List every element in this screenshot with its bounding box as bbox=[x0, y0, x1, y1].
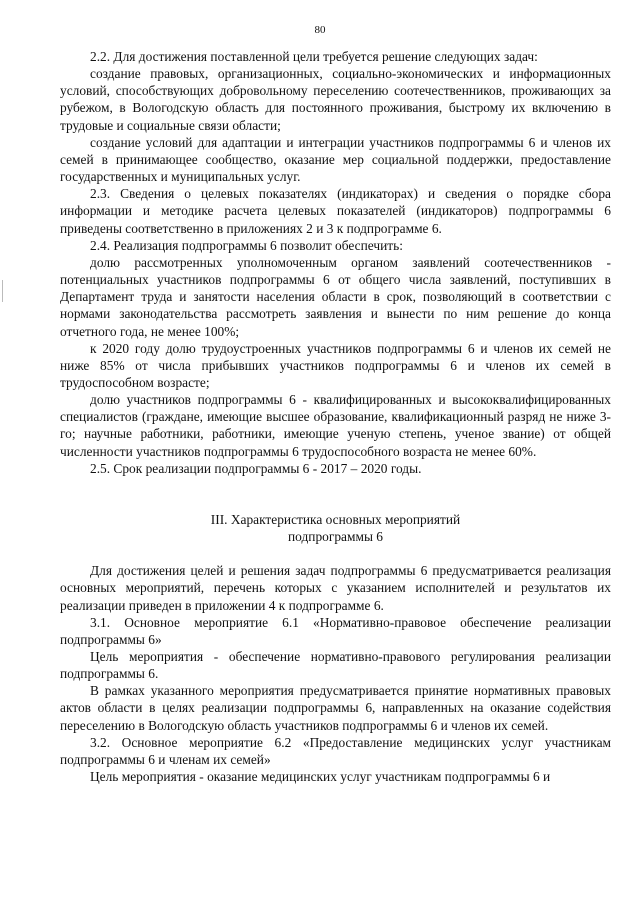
paragraph-3-1: 3.1. Основное мероприятие 6.1 «Нормативно-правовое обеспечение реализации подпрограммы 6» bbox=[60, 614, 611, 647]
paragraph-2-4: 2.4. Реализация подпрограммы 6 позволит обеспечить: bbox=[90, 237, 403, 253]
paragraph-intro-3: Для достижения целей и решения задач подпрограммы 6 предусматривается реализация основных мероприятий, перечень которых с указанием исполнителей и результатов их реализации приведен в приложении 4 к подпрограмме 6. bbox=[60, 563, 611, 613]
page-number: 80 bbox=[314, 24, 326, 36]
paragraph-2-5: 2.5. Срок реализации подпрограммы 6 - 2017 – 2020 годы. bbox=[90, 460, 422, 476]
paragraph-3-1-goal: Цель мероприятия - обеспечение нормативно-правового регулирования реализации подпрограммы 6. bbox=[60, 649, 611, 682]
spacer bbox=[60, 545, 611, 562]
document-body bbox=[60, 48, 611, 785]
section-title-line-1: III. Характеристика основных мероприятий bbox=[210, 511, 461, 527]
paragraph-result-3: долю участников подпрограммы 6 - квалифицированных и высококвалифицированных специалистов (граждане, имеющие высшее образование, квалификационный разряд не ниже 3-го; научные работники, работники, имеющие ученую степень, ученое звание) от общей численности участников подпрограммы 6 трудоспособного возраста не менее 60%. bbox=[60, 392, 611, 459]
paragraph-result-1: долю рассмотренных уполномоченным органом заявлений соотечественников - потенциальных участников подпрограммы 6 от общего числа заявлений, поступивших в Департамент труда и занятости населения области в срок, позволяющий в соответствии с нормами законодательства рассмотреть заявления и вынести по ним решение до конца отчетного года, не менее 100%; bbox=[60, 254, 611, 339]
paragraph-task-1: создание правовых, организационных, социально-экономических и информационных условий, способствующих добровольному переселению соотечественников, проживающих за рубежом, в Вологодскую область для постоянного проживания, быстрому их включению в трудовые и социальные связи области; bbox=[60, 66, 611, 133]
paragraph-2-2: 2.2. Для достижения поставленной цели требуется решение следующих задач: bbox=[90, 49, 538, 64]
paragraph-2-3: 2.3. Сведения о целевых показателях (индикаторах) и сведения о порядке сбора информации и методике расчета целевых показателей (индикаторов) подпрограммы 6 приведены соответственно в приложениях 2 и 3 к подпрограмме 6. bbox=[60, 186, 611, 236]
spacer bbox=[60, 477, 611, 494]
paragraph-result-2: к 2020 году долю трудоустроенных участников подпрограммы 6 и членов их семей не ниже 85% от числа прибывших участников подпрограммы 6 и членов их семей в трудоспособном возрасте; bbox=[60, 340, 611, 390]
paragraph-3-1-details: В рамках указанного мероприятия предусматривается принятие нормативных правовых актов области в целях реализации подпрограммы 6, направленных на оказание содействия переселению в Вологодскую область участников подпрограммы 6 и членов их семей. bbox=[60, 683, 611, 733]
paragraph-3-2: 3.2. Основное мероприятие 6.2 «Предоставление медицинских услуг участникам подпрограммы 6 и членам их семей» bbox=[60, 734, 611, 767]
paragraph-3-2-goal: Цель мероприятия - оказание медицинских услуг участникам подпрограммы 6 и bbox=[90, 769, 551, 785]
paragraph-task-2: создание условий для адаптации и интеграции участников подпрограммы 6 и членов их семей в принимающее сообщество, оказание мер социальной поддержки, предоставление государственных и муниципальных услуг. bbox=[60, 134, 611, 185]
section-title-line-2: подпрограммы 6 bbox=[288, 529, 383, 545]
scan-edge-mark bbox=[2, 280, 3, 302]
